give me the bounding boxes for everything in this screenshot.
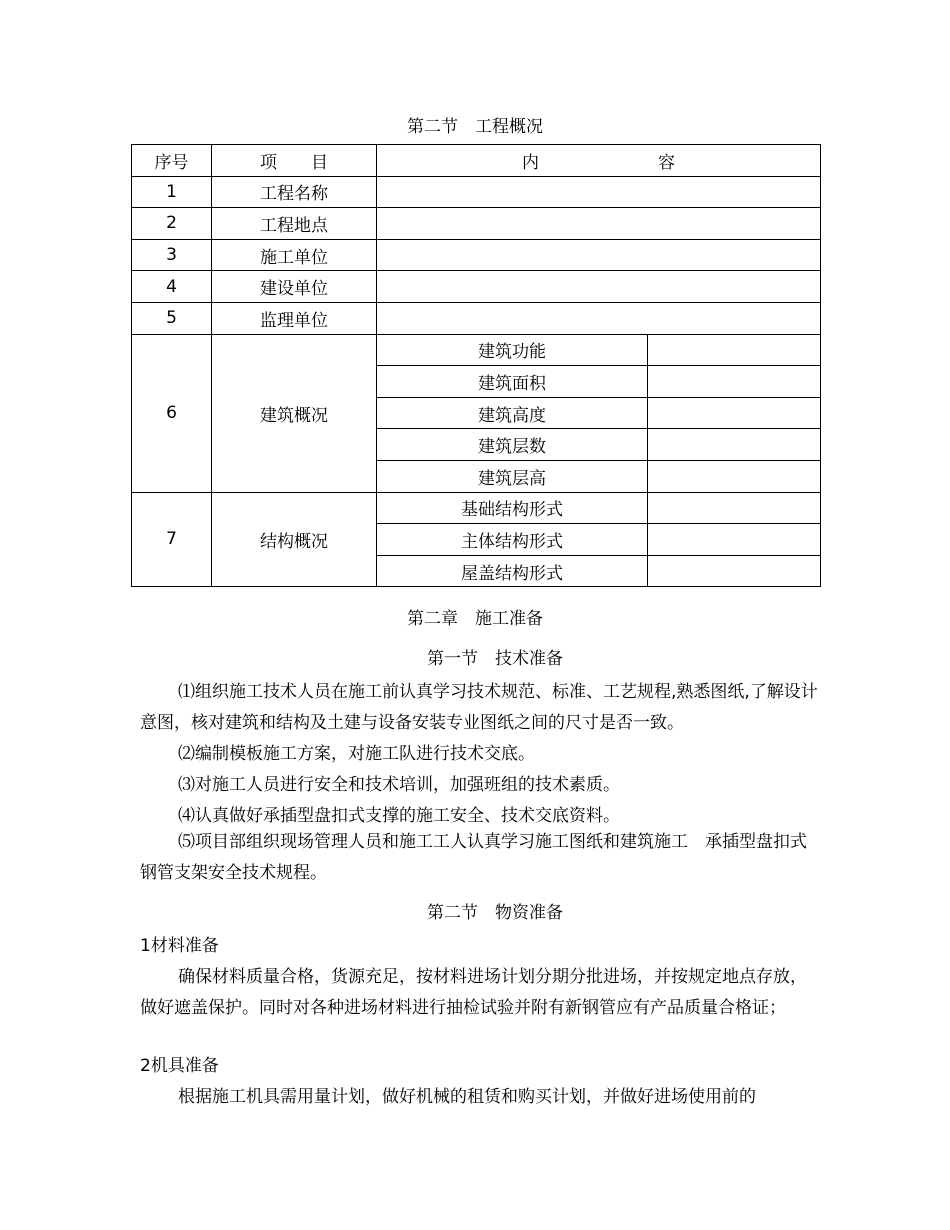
tech-item-3: ⑶对施工人员进行安全和技术培训，加强班组的技术素质。 xyxy=(178,775,620,795)
chapter-title: 第二章 施工准备 xyxy=(407,609,543,629)
tech-item-5: ⑸项目部组织现场管理人员和施工工人认真学习施工图纸和建筑施工 承插型盘扣式钢管支架安全技术规程。 xyxy=(140,832,807,883)
sub-item: 基础结构形式 xyxy=(377,492,648,524)
row-no: 6 xyxy=(132,334,212,492)
sub-value xyxy=(648,397,821,429)
header-content: 内 容 xyxy=(377,145,821,177)
project-overview-table xyxy=(131,144,821,587)
row-content xyxy=(377,208,821,240)
row-content xyxy=(377,176,821,208)
sub-value xyxy=(648,460,821,492)
header-no: 序号 xyxy=(132,145,212,177)
sub-value xyxy=(648,524,821,556)
sub-item: 建筑层数 xyxy=(377,429,648,461)
sub-value xyxy=(648,429,821,461)
sub-value xyxy=(648,492,821,524)
table-row xyxy=(132,208,821,240)
section-title-overview: 第二节 工程概况 xyxy=(407,117,543,137)
row-no: 2 xyxy=(132,208,212,240)
row-no: 1 xyxy=(132,176,212,208)
sub-item: 主体结构形式 xyxy=(377,524,648,556)
row-item: 建设单位 xyxy=(212,271,377,303)
sub-value xyxy=(648,334,821,366)
sub-item: 建筑功能 xyxy=(377,334,648,366)
row-item: 结构概况 xyxy=(212,492,377,587)
machine-heading: 2机具准备 xyxy=(140,1056,219,1076)
tech-item-4: ⑷认真做好承插型盘扣式支撑的施工安全、技术交底资料。 xyxy=(178,806,620,826)
row-no: 4 xyxy=(132,271,212,303)
table-row xyxy=(132,492,821,524)
sub-item: 建筑高度 xyxy=(377,397,648,429)
row-no: 3 xyxy=(132,239,212,271)
section-title-materials: 第二节 物资准备 xyxy=(427,903,563,923)
row-content xyxy=(377,239,821,271)
table-row xyxy=(132,239,821,271)
table-header-row xyxy=(132,145,821,177)
row-item: 监理单位 xyxy=(212,302,377,334)
row-item: 工程地点 xyxy=(212,208,377,240)
sub-item: 屋盖结构形式 xyxy=(377,555,648,587)
header-item: 项 目 xyxy=(212,145,377,177)
table-row xyxy=(132,334,821,366)
material-heading: 1材料准备 xyxy=(140,936,219,956)
row-content xyxy=(377,271,821,303)
row-item: 工程名称 xyxy=(212,176,377,208)
row-item: 施工单位 xyxy=(212,239,377,271)
material-paragraph: 确保材料质量合格，货源充足，按材料进场计划分期分批进场，并按规定地点存放，做好遮盖保护。同时对各种进场材料进行抽检试验并附有新钢管应有产品质量合格证； xyxy=(140,967,807,1018)
sub-value xyxy=(648,366,821,398)
table-row xyxy=(132,302,821,334)
tech-item-2: ⑵编制模板施工方案，对施工队进行技术交底。 xyxy=(178,744,535,764)
row-no: 7 xyxy=(132,492,212,587)
machine-paragraph: 根据施工机具需用量计划，做好机械的租赁和购买计划，并做好进场使用前的 xyxy=(178,1087,756,1107)
section-title-technical: 第一节 技术准备 xyxy=(427,649,563,669)
row-content xyxy=(377,302,821,334)
row-item: 建筑概况 xyxy=(212,334,377,492)
sub-item: 建筑层高 xyxy=(377,460,648,492)
row-no: 5 xyxy=(132,302,212,334)
table-row xyxy=(132,271,821,303)
sub-item: 建筑面积 xyxy=(377,366,648,398)
tech-item-1: ⑴组织施工技术人员在施工前认真学习技术规范、标准、工艺规程,熟悉图纸,了解设计意图，核对建筑和结构及土建与设备安装专业图纸之间的尺寸是否一致。 xyxy=(140,682,818,733)
table-row xyxy=(132,176,821,208)
sub-value xyxy=(648,555,821,587)
